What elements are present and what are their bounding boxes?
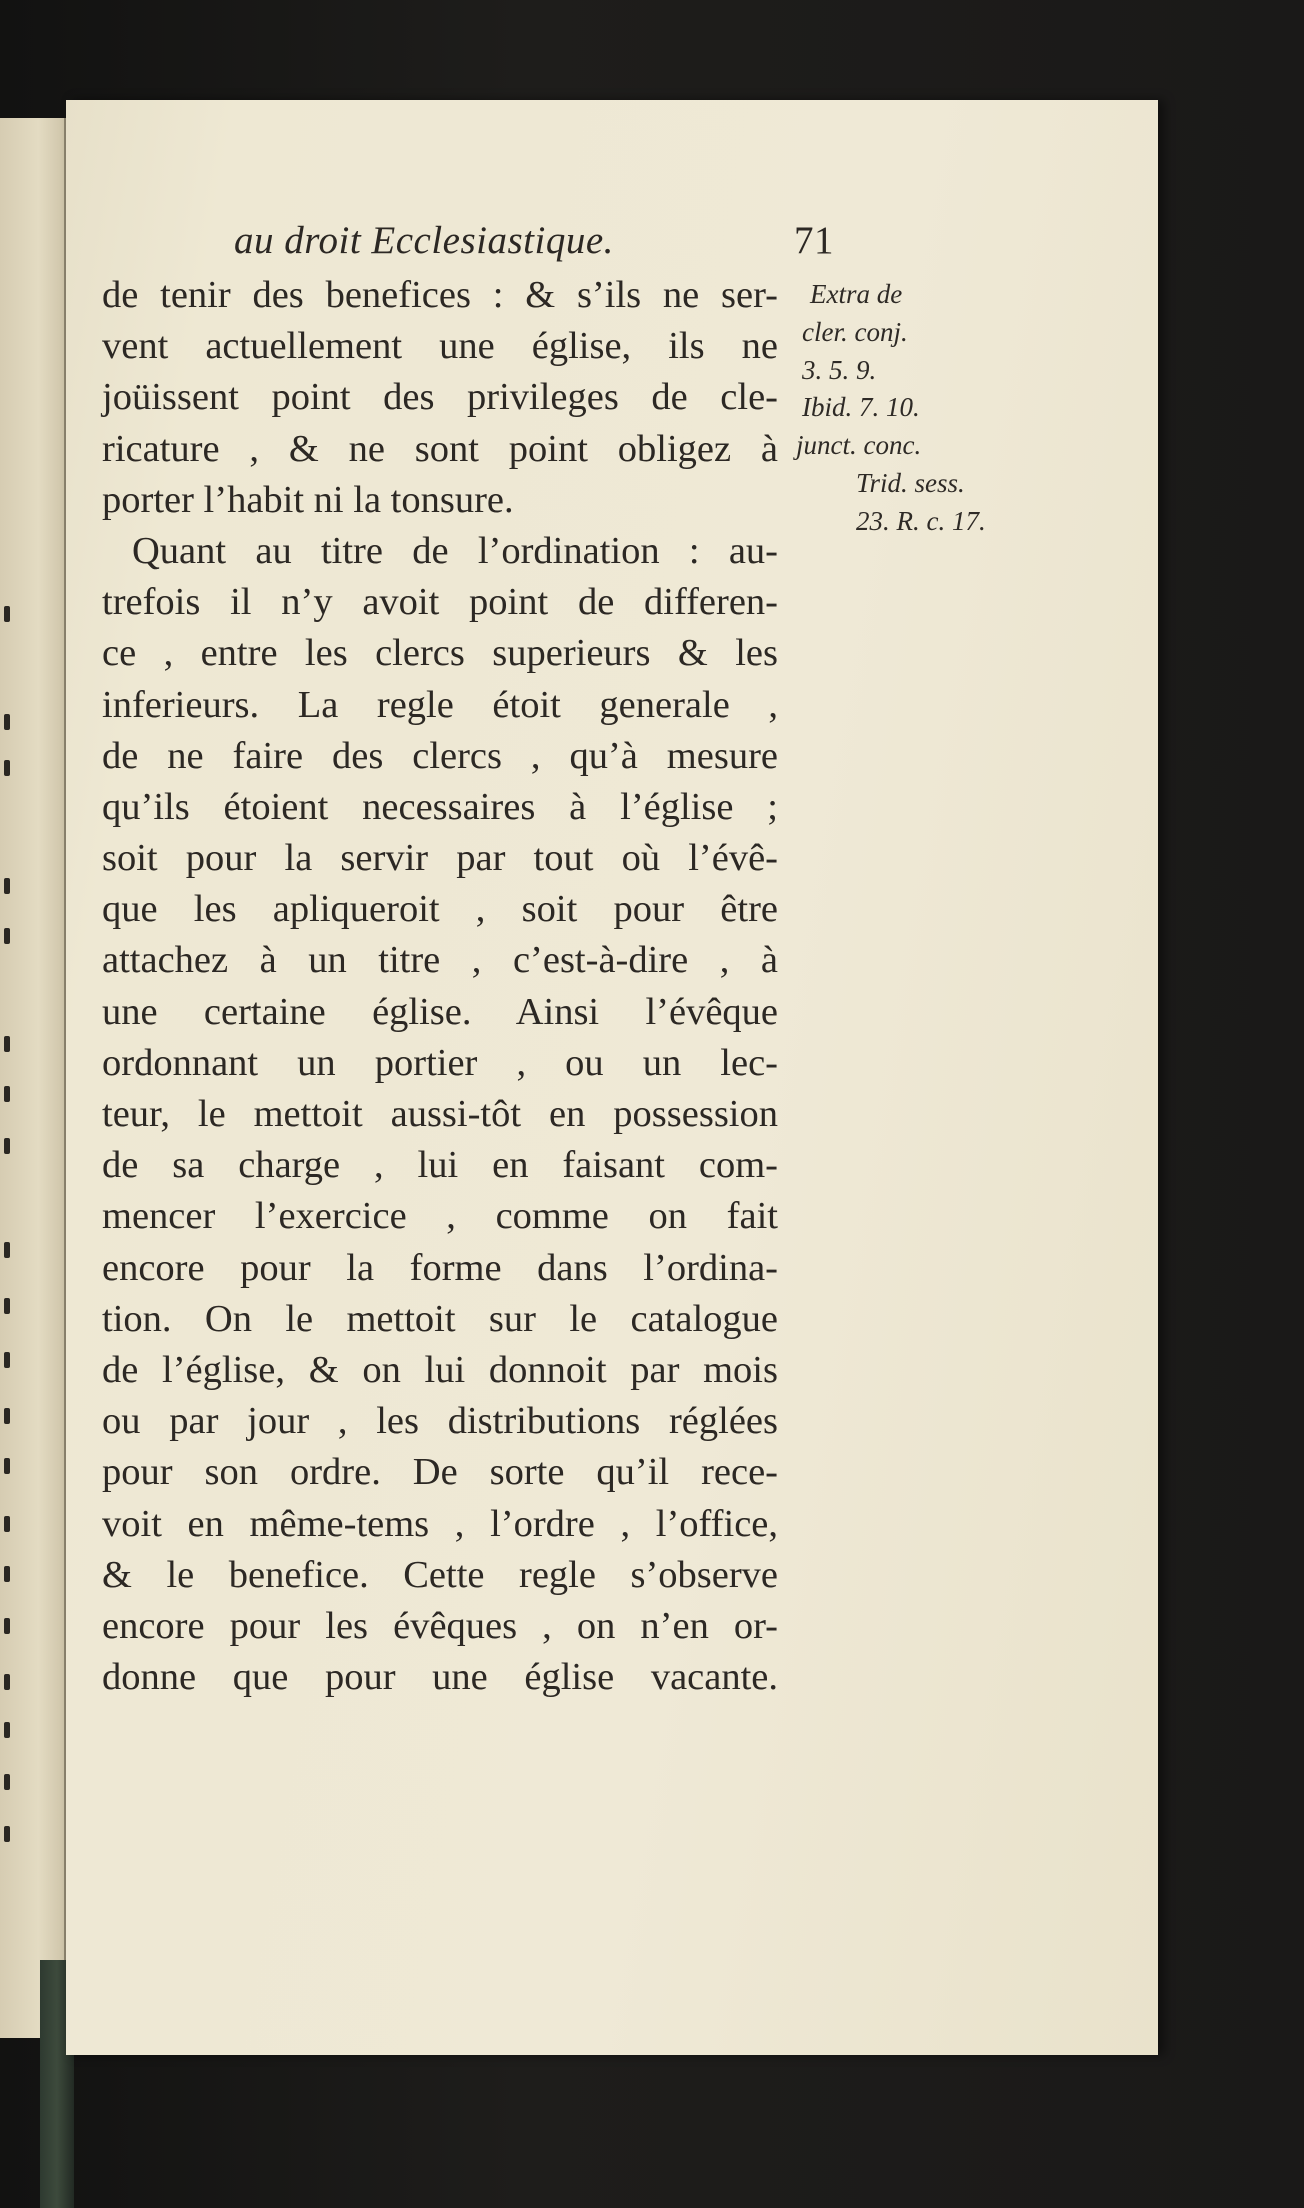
prev-page-glyph	[4, 1138, 10, 1154]
prev-page-glyph	[4, 606, 10, 622]
text-line: de l’église, & on lui donnoit par mois	[102, 1348, 778, 1391]
text-line: qu’ils étoient necessaires à l’église ;	[102, 785, 778, 828]
running-head	[234, 218, 854, 263]
margin-note: 23. R. c. 17.	[856, 505, 986, 536]
margin-note: junct. conc.	[796, 430, 922, 461]
prev-page-glyph	[4, 1722, 10, 1738]
text-line: trefois il n’y avoit point de differen-	[102, 581, 778, 624]
text-line: de tenir des benefices : & s’ils ne ser-	[102, 274, 778, 316]
prev-page-glyph	[4, 1298, 10, 1314]
text-line: mencer l’exercice , comme on fait	[102, 1195, 778, 1238]
book-page	[66, 100, 1158, 2055]
prev-page-glyph	[4, 1458, 10, 1474]
text-line: ce , entre les clercs superieurs & les	[102, 632, 778, 675]
margin-note: Trid. sess.	[856, 467, 965, 498]
text-line: inferieurs. La regle étoit generale ,	[102, 683, 778, 726]
prev-page-glyph	[4, 760, 10, 776]
text-line: de sa charge , lui en faisant com-	[102, 1144, 778, 1187]
text-line: teur, le mettoit aussi-tôt en possession	[102, 1093, 778, 1135]
prev-page-glyph	[4, 878, 10, 894]
text-line: soit pour la servir par tout où l’évê-	[102, 837, 778, 880]
text-line: voit en même-tems , l’ordre , l’office,	[102, 1502, 778, 1545]
prev-page-glyph	[4, 1352, 10, 1368]
text-line: ordonnant un portier , ou un lec-	[102, 1041, 778, 1084]
prev-page-glyph	[4, 1408, 10, 1424]
prev-page-glyph	[4, 1674, 10, 1690]
text-line: donne que pour une église vacante.	[102, 1656, 778, 1699]
page-content	[66, 100, 1158, 2055]
text-line: porter l’habit ni la tonsure.	[102, 478, 514, 521]
text-line: vent actuellement une église, ils ne	[102, 325, 778, 368]
text-line: encore pour les évêques , on n’en or-	[102, 1604, 778, 1647]
prev-page-glyph	[4, 928, 10, 944]
margin-note: Extra de	[810, 279, 903, 309]
prev-page-glyph	[4, 1774, 10, 1790]
text-line: une certaine église. Ainsi l’évêque	[102, 990, 778, 1033]
previous-page-edge	[0, 118, 66, 2038]
running-head-title: au droit Ecclesiastique.	[234, 219, 614, 262]
text-line: que les apliqueroit , soit pour être	[102, 888, 778, 931]
text-line: & le benefice. Cette regle s’observe	[102, 1553, 778, 1596]
prev-page-glyph	[4, 1036, 10, 1052]
text-line: ricature , & ne sont point obligez à	[102, 427, 778, 470]
prev-page-glyph	[4, 1242, 10, 1258]
prev-page-glyph	[4, 1566, 10, 1582]
prev-page-glyph	[4, 1086, 10, 1102]
text-line: ou par jour , les distributions réglées	[102, 1400, 778, 1443]
prev-page-glyph	[4, 1826, 10, 1842]
text-line: joüissent point des privileges de cle-	[102, 376, 778, 419]
text-line: de ne faire des clercs , qu’à mesure	[102, 734, 778, 777]
text-line: tion. On le mettoit sur le catalogue	[102, 1297, 778, 1340]
text-line: attachez à un titre , c’est-à-dire , à	[102, 939, 778, 982]
margin-note: cler. conj.	[802, 316, 908, 347]
text-line: pour son ordre. De sorte qu’il rece-	[102, 1451, 778, 1494]
prev-page-glyph	[4, 1516, 10, 1532]
margin-notes	[790, 276, 1050, 541]
text-line: Quant au titre de l’ordination : au-	[132, 529, 778, 572]
text-line: encore pour la forme dans l’ordina-	[102, 1246, 778, 1289]
margin-note: Ibid. 7. 10.	[802, 392, 920, 423]
prev-page-glyph	[4, 714, 10, 730]
page-number: 71	[794, 219, 834, 262]
body-text	[102, 270, 842, 1703]
margin-note: 3. 5. 9.	[802, 354, 877, 385]
prev-page-glyph	[4, 1618, 10, 1634]
